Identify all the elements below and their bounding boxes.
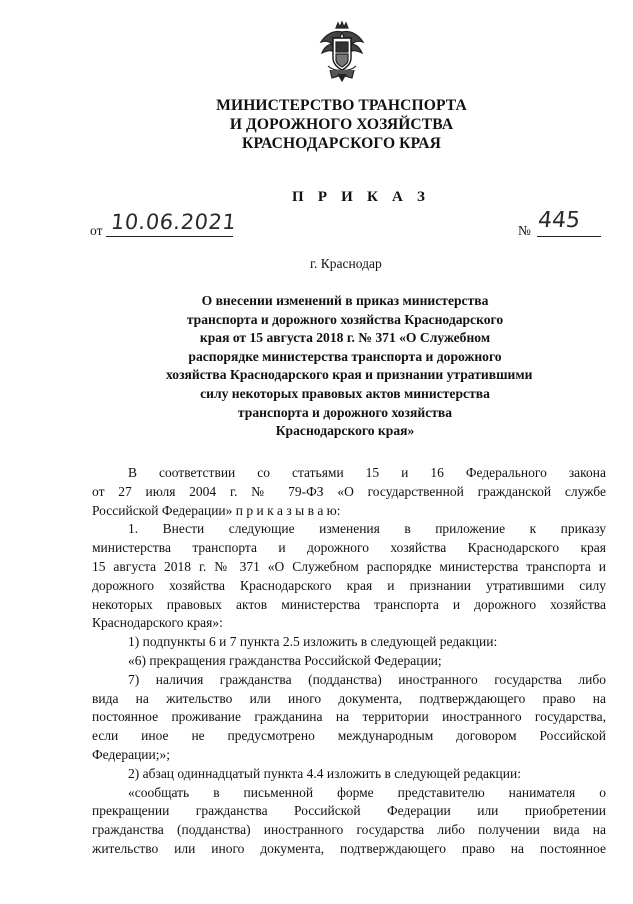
- body-line: Федерации;»;: [92, 746, 171, 762]
- body-line: В соответствии со статьями 15 и 16 Федерального закона: [128, 465, 606, 480]
- subject-line: Краснодарского края»: [275, 423, 415, 439]
- body-line: от 27 июля 2004 г. № 79-ФЗ «О государственной гражданской службе: [92, 483, 606, 499]
- subject-line: хозяйства Краснодарского края и признании утратившими: [166, 367, 533, 383]
- body-line: Российской Федерации» п р и к а з ы в а ю:: [92, 502, 341, 518]
- body-line: 1) подпункты 6 и 7 пункта 2.5 изложить в следующей редакции:: [128, 634, 498, 650]
- body-line: дорожного хозяйства Краснодарского края и признании утратившими силу: [92, 577, 606, 593]
- body-line: «сообщать в письменной форме представителю нанимателя о: [128, 784, 606, 800]
- body-line: 15 августа 2018 г. № 371 «О Служебном распорядке министерства транспорта и: [92, 558, 606, 574]
- body-line: если иное не предусмотрено международным договором Российской: [92, 728, 606, 744]
- subject-line: транспорта и дорожного хозяйства Краснодарского: [186, 311, 504, 327]
- subject-line: О внесении изменений в приказ министерства: [201, 293, 489, 308]
- number-prefix: №: [518, 223, 531, 238]
- coat-of-arms-icon: [318, 20, 366, 82]
- city: г. Краснодар: [310, 256, 382, 271]
- subject-line: силу некоторых правовых актов министерства: [200, 385, 490, 401]
- body-line: постоянное проживание гражданина на территории иностранного государства,: [92, 709, 606, 725]
- ministry-line-3: КРАСНОДАРСКОГО КРАЯ: [242, 135, 441, 152]
- handwritten-date: 10.06.2021: [109, 210, 238, 234]
- body-line: некоторых правовых актов министерства транспорта и дорожного хозяйства: [92, 596, 606, 612]
- subject-line: распорядке министерства транспорта и дорожного: [188, 348, 502, 364]
- ministry-line-1: МИНИСТЕРСТВО ТРАНСПОРТА: [216, 97, 467, 114]
- ministry-line-2: И ДОРОЖНОГО ХОЗЯЙСТВА: [229, 116, 454, 133]
- order-body: [92, 464, 606, 859]
- order-subject: [166, 292, 533, 441]
- body-line: прекращении гражданства Российской Федерации или приобретении: [92, 803, 606, 819]
- body-line: вида на жительство или иного документа, подтверждающего право на: [92, 690, 606, 706]
- body-line: 2) абзац одиннадцатый пункта 4.4 изложить в следующей редакции:: [128, 765, 521, 781]
- subject-line: транспорта и дорожного хозяйства: [237, 404, 453, 420]
- body-line: «6) прекращения гражданства Российской Федерации;: [128, 652, 442, 668]
- handwritten-number: 445: [536, 208, 582, 233]
- body-line: гражданства (подданства) иностранного государства либо получении вида на: [92, 822, 606, 838]
- subject-line: края от 15 августа 2018 г. № 371 «О Служебном: [199, 330, 491, 346]
- number-underline: [537, 236, 601, 237]
- order-title: П Р И К А З: [292, 189, 431, 205]
- body-line: Краснодарского края»:: [92, 615, 223, 631]
- body-line: 7) наличия гражданства (подданства) иностранного государства либо: [128, 671, 606, 687]
- ministry-name: [120, 96, 563, 153]
- date-prefix: от: [90, 223, 103, 238]
- date-underline: [106, 236, 233, 237]
- body-line: 1. Внести следующие изменения в приложение к приказу: [128, 521, 606, 537]
- body-line: министерства транспорта и дорожного хозяйства Краснодарского края: [92, 540, 606, 556]
- body-line: жительство или иного документа, подтверждающего право на постоянное: [92, 840, 606, 856]
